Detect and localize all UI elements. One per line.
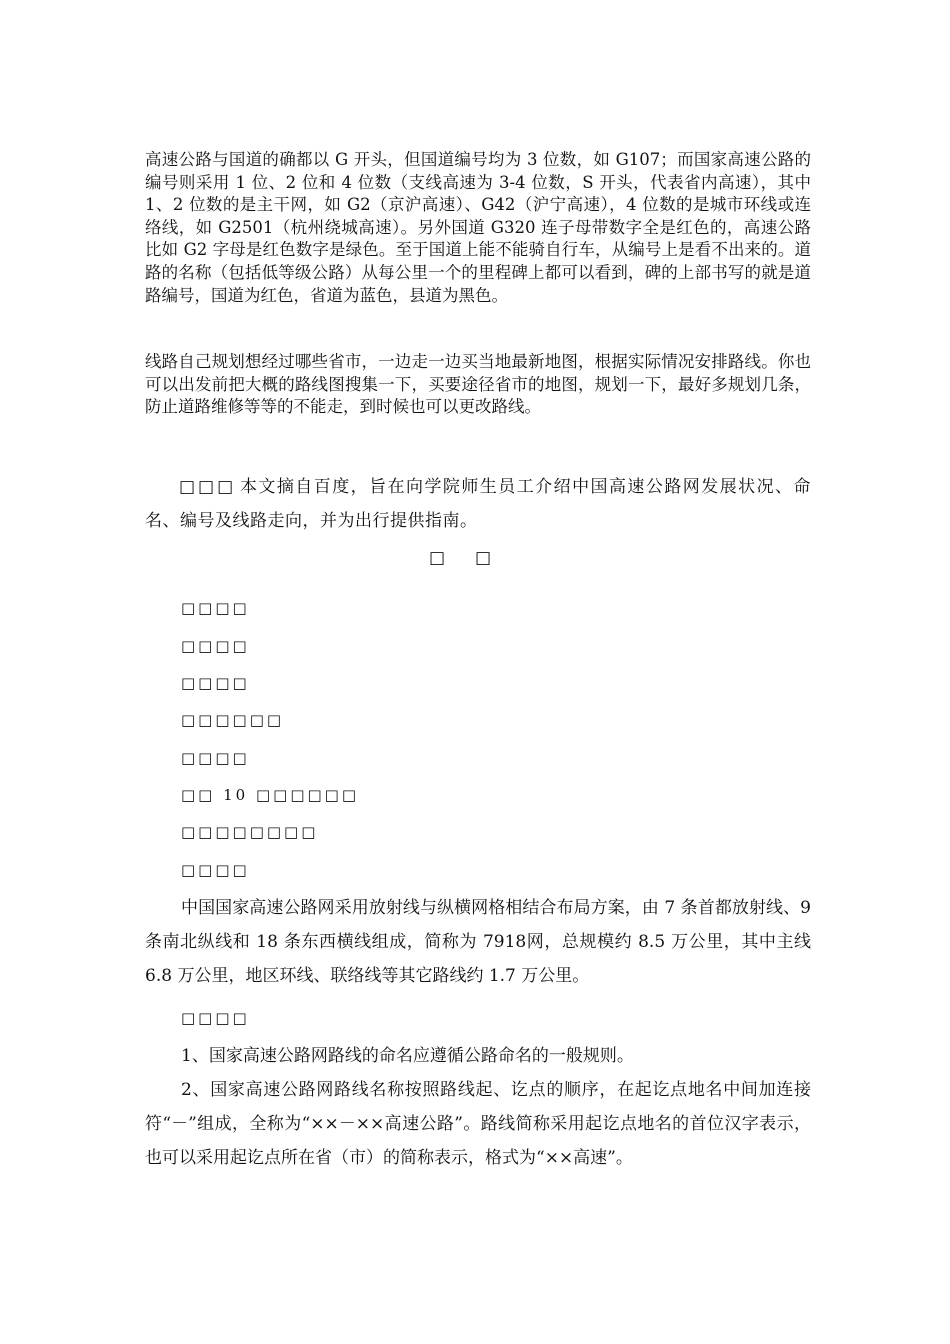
section-heading: □□ <box>428 548 522 568</box>
abstract <box>145 470 811 538</box>
section-item: □□ 10 □□□□□□ <box>181 786 360 804</box>
naming-rule-2: 2、国家高速公路网路线名称按照路线起、讫点的顺序，在起讫点地名中间加连接符“－”组成，全称为“××－××高速公路”。路线简称采用起讫点地名的首位汉字表示，也可以采用起讫点所在省（市）的简称表示，格式为“××高速”。 <box>145 1080 811 1168</box>
section-item: □□□□ <box>181 861 250 879</box>
section-item: □□□□ <box>181 599 250 617</box>
paragraph-route-planning: 线路自己规划想经过哪些省市，一边走一边买当地最新地图，根据实际情况安排路线。你也可以出发前把大概的路线图搜集一下，买要途径省市的地图，规划一下，最好多规划几条，防止道路维修等等的不能走，到时候也可以更改路线。 <box>145 352 811 417</box>
abstract-label: □□□ <box>179 477 237 497</box>
naming-rule-1: 1、国家高速公路网路线的命名应遵循公路命名的一般规则。 <box>181 1046 634 1066</box>
section-item: □□□□ <box>181 637 250 655</box>
section-item: □□□□ <box>181 749 250 767</box>
paragraph-network-layout: 中国国家高速公路网采用放射线与纵横网格相结合布局方案，由 7 条首都放射线、9 条南北纵线和 18 条东西横线组成，简称为 7918网，总规模约 8.5 万公里，其中主线 6.8 万公里，地区环线、联络线等其它路线约 1.7 万公里。 <box>145 898 811 986</box>
section-item: □□□□ <box>181 1009 250 1027</box>
section-item: □□□□□□□□ <box>181 823 319 841</box>
paragraph-road-numbering: 高速公路与国道的确都以 G 开头，但国道编号均为 3 位数，如 G107；而国家高速公路的编号则采用 1 位、2 位和 4 位数（支线高速为 3-4 位数，S 开头，代表省内高速），其中 1、2 位数的是主干网，如 G2（京沪高速）、G42（沪宁高速），4 位数的是城市环线或连络线，如 G2501（杭州绕城高速）。另外国道 G320 连子母带数字全是红色的，高速公路比如 G2 字母是红色数字是绿色。至于国道上能不能骑自行车，从编号上是看不出来的。道路的名称（包括低等级公路）从每公里一个的里程碑上都可以看到，碑的上部书写的就是道路编号，国道为红色，省道为蓝色，县道为黑色。 <box>145 150 811 305</box>
section-item: □□□□□□ <box>181 711 285 729</box>
abstract-text: 本文摘自百度，旨在向学院师生员工介绍中国高速公路网发展状况、命名、编号及线路走向，并为出行提供指南。 <box>145 477 811 531</box>
section-item: □□□□ <box>181 674 250 692</box>
